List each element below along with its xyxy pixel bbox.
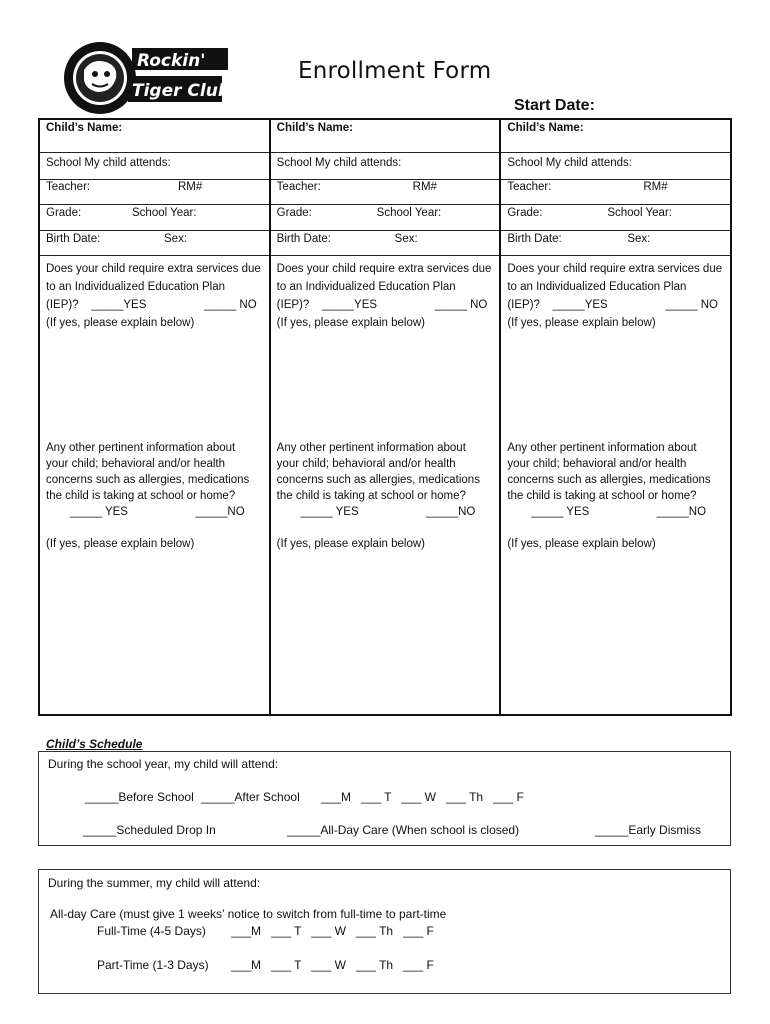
children-grid: [38, 118, 732, 716]
drop-in-option[interactable]: _____Scheduled Drop In: [83, 823, 216, 837]
details-section[interactable]: [501, 256, 730, 714]
iep-question: Does your child require extra services due to an Individualized Education Plan (IEP)? _____YES _____ NO (If yes, please explain below): [46, 263, 261, 329]
birth-row[interactable]: Birth Date: Sex:: [501, 231, 730, 256]
other-info-question: Any other pertinent information about your child; behavioral and/or health concerns such as allergies, medications the child is taking at school or home? _____ YES _____NO: [276, 442, 480, 518]
after-school-option[interactable]: _____After School: [201, 790, 300, 804]
school-days-options[interactable]: ___M ___ T ___ W ___ Th ___ F: [321, 790, 524, 804]
child-name-field[interactable]: Child’s Name:: [271, 120, 500, 153]
other-explain: (If yes, please explain below): [276, 538, 425, 550]
full-time-label: Full-Time (4-5 Days): [97, 924, 206, 938]
teacher-row[interactable]: Teacher: RM#: [501, 180, 730, 205]
form-title: Enrollment Form: [298, 58, 492, 84]
school-field[interactable]: School My child attends:: [271, 153, 500, 180]
school-year-label: During the school year, my child will attend:: [48, 757, 279, 771]
child-column-1: [40, 120, 271, 714]
birth-row[interactable]: Birth Date: Sex:: [40, 231, 269, 256]
other-explain: (If yes, please explain below): [46, 538, 195, 550]
other-explain: (If yes, please explain below): [507, 538, 656, 550]
svg-text:Tiger Club: Tiger Club: [132, 81, 230, 101]
summer-label: During the summer, my child will attend:: [48, 876, 261, 890]
iep-question: Does your child require extra services due to an Individualized Education Plan (IEP)? _____YES _____ NO (If yes, please explain below): [507, 263, 723, 329]
child-column-3: [501, 120, 730, 714]
early-dismiss-option[interactable]: _____Early Dismiss: [595, 823, 702, 837]
svg-text:Rockin': Rockin': [137, 51, 206, 71]
before-school-option[interactable]: _____Before School: [85, 790, 194, 804]
summer-schedule-box: [38, 869, 731, 994]
part-time-label: Part-Time (1-3 Days): [97, 958, 209, 972]
details-section[interactable]: [40, 256, 269, 714]
all-day-note: All-day Care (must give 1 weeks’ notice to switch from full-time to part-time: [50, 907, 447, 921]
teacher-row[interactable]: Teacher: RM#: [40, 180, 269, 205]
child-name-field[interactable]: Child’s Name:: [501, 120, 730, 153]
rockin-tiger-club-logo: [62, 40, 232, 116]
teacher-row[interactable]: Teacher: RM#: [271, 180, 500, 205]
school-year-schedule-box: [38, 751, 731, 846]
grade-row[interactable]: Grade: School Year:: [271, 205, 500, 231]
grade-row[interactable]: Grade: School Year:: [40, 205, 269, 231]
other-info-question: Any other pertinent information about your child; behavioral and/or health concerns such as allergies, medications the child is taking at school or home? _____ YES _____NO: [46, 442, 250, 518]
school-field[interactable]: School My child attends:: [501, 153, 730, 180]
all-day-option[interactable]: _____All-Day Care (When school is closed): [287, 823, 520, 837]
start-date-label[interactable]: Start Date:: [514, 97, 595, 114]
part-time-days[interactable]: ___M ___ T ___ W ___ Th ___ F: [231, 958, 434, 972]
school-field[interactable]: School My child attends:: [40, 153, 269, 180]
details-section[interactable]: [271, 256, 500, 714]
schedule-heading: Child’s Schedule: [46, 737, 143, 751]
child-name-field[interactable]: Child’s Name:: [40, 120, 269, 153]
child-column-2: [271, 120, 502, 714]
grade-row[interactable]: Grade: School Year:: [501, 205, 730, 231]
other-info-question: Any other pertinent information about your child; behavioral and/or health concerns such as allergies, medications the child is taking at school or home? _____ YES _____NO: [507, 442, 711, 518]
iep-question: Does your child require extra services due to an Individualized Education Plan (IEP)? _____YES _____ NO (If yes, please explain below): [276, 263, 492, 329]
birth-row[interactable]: Birth Date: Sex:: [271, 231, 500, 256]
full-time-days[interactable]: ___M ___ T ___ W ___ Th ___ F: [231, 924, 434, 938]
